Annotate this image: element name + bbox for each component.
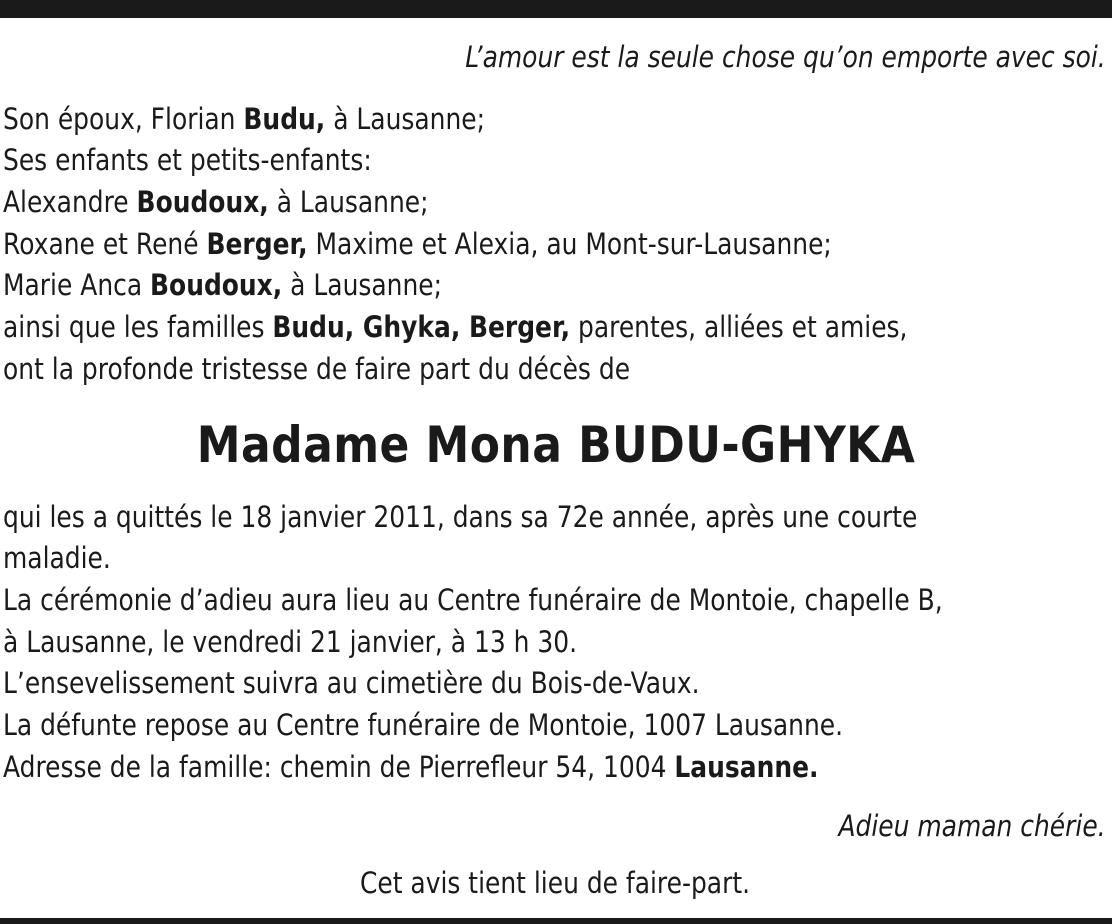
families-line xyxy=(3,307,907,348)
footer-note: Cet avis tient lieu de faire-part. xyxy=(359,866,751,900)
announcement-line: ont la profonde tristesse de faire part du décès de xyxy=(3,352,631,386)
families-surnames: Budu, Ghyka, Berger, xyxy=(272,310,571,344)
spouse-text-post: à Lausanne; xyxy=(325,102,486,136)
spouse-line xyxy=(3,99,485,140)
epigraph-quote: L’amour est la seule chose qu’on emporte avec soi. xyxy=(465,40,1106,74)
child3-surname: Boudoux, xyxy=(150,268,283,302)
detail-line-4: à Lausanne, le vendredi 21 janvier, à 13 h 30. xyxy=(3,625,578,659)
farewell-line: Adieu maman chérie. xyxy=(838,809,1106,843)
detail-line-5: L’ensevelissement suivra au cimetière du Bois-de-Vaux. xyxy=(3,666,700,700)
child1-surname: Boudoux, xyxy=(136,185,269,219)
address-line xyxy=(3,747,818,788)
child3-text-post: à Lausanne; xyxy=(282,268,443,302)
detail-line-1: qui les a quittés le 18 janvier 2011, dans sa 72e année, après une courte xyxy=(3,500,918,534)
child1-text-pre: Alexandre xyxy=(3,185,137,219)
address-text-pre: Adresse de la famille: chemin de Pierrefleur 54, 1004 xyxy=(3,750,675,784)
child1-text-post: à Lausanne; xyxy=(268,185,429,219)
children-heading: Ses enfants et petits-enfants: xyxy=(3,143,372,177)
child2-text-pre: Roxane et René xyxy=(3,227,207,261)
families-text-pre: ainsi que les familles xyxy=(3,310,273,344)
spouse-surname: Budu, xyxy=(243,102,326,136)
detail-line-2: maladie. xyxy=(3,541,111,575)
child-line-3 xyxy=(3,265,442,306)
child-line-2 xyxy=(3,224,832,265)
detail-line-6: La défunte repose au Centre funéraire de Montoie, 1007 Lausanne. xyxy=(3,708,844,742)
top-rule xyxy=(0,0,1112,18)
child-line-1 xyxy=(3,182,429,223)
child3-text-pre: Marie Anca xyxy=(3,268,151,302)
bottom-rule xyxy=(0,918,1112,924)
deceased-name: Madame Mona BUDU-GHYKA xyxy=(196,416,916,474)
address-city: Lausanne. xyxy=(674,750,819,784)
families-text-post: parentes, alliées et amies, xyxy=(570,310,908,344)
spouse-text-pre: Son époux, Florian xyxy=(3,102,244,136)
child2-surname: Berger, xyxy=(206,227,308,261)
child2-text-post: Maxime et Alexia, au Mont-sur-Lausanne; xyxy=(307,227,832,261)
detail-line-3: La cérémonie d’adieu aura lieu au Centre funéraire de Montoie, chapelle B, xyxy=(3,583,943,617)
